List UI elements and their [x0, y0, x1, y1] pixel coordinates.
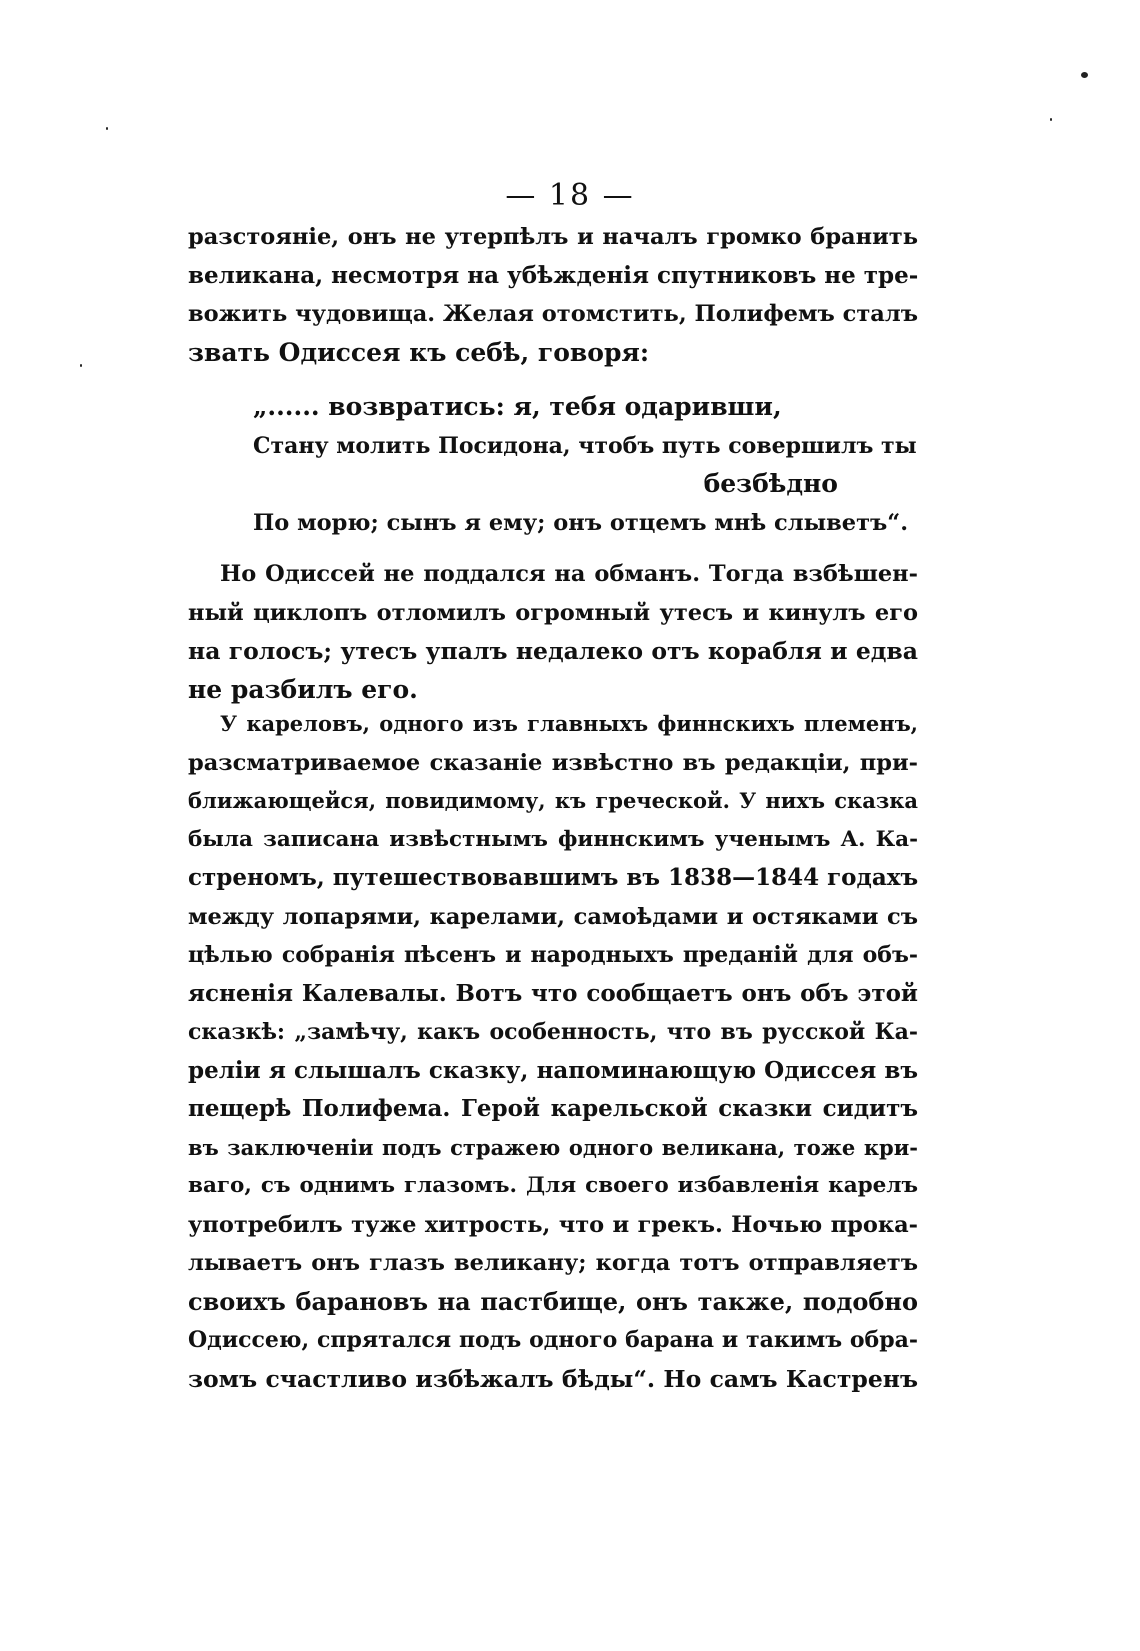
paragraph-line: великана, несмотря на убѣжденія спутниковъ не тре-: [188, 261, 919, 289]
scan-speck: [1081, 72, 1088, 78]
paragraph-line: употребилъ туже хитрость, что и грекъ. Ночью прока-: [188, 1211, 918, 1238]
paragraph-line: разстояніе, онъ не утерпѣлъ и началъ громко бранить: [188, 224, 918, 250]
paragraph-line: Но Одиссей не поддался на обманъ. Тогда взбѣшен-: [220, 561, 918, 587]
paragraph-line: ясненія Калевалы. Вотъ что сообщаетъ онъ объ этой: [188, 979, 918, 1007]
paragraph-1: [188, 218, 918, 372]
scan-speck: [80, 364, 82, 367]
paragraph-line: своихъ барановъ на пастбище, онъ также, подобно: [188, 1286, 918, 1316]
verse-line: безбѣдно: [703, 469, 838, 498]
paragraph-line: въ заключеніи подъ стражею одного великана, тоже кри-: [188, 1134, 918, 1160]
paragraph-line: реліи я слышалъ сказку, напоминающую Одиссея въ: [188, 1056, 918, 1084]
paragraph-3: [188, 705, 918, 1398]
verse-line: По морю; сынъ я ему; онъ отцемъ мнѣ слыветъ“.: [253, 509, 909, 536]
paragraph-line: сказкѣ: „замѣчу, какъ особенность, что въ русской Ка-: [188, 1019, 918, 1045]
paragraph-line: ный циклопъ отломилъ огромный утесъ и кинулъ его: [188, 599, 918, 626]
paragraph-line: ближающейся, повидимому, къ греческой. У нихъ сказка: [188, 788, 918, 813]
page-number: — 18 —: [505, 178, 635, 213]
scan-speck: [1050, 118, 1052, 121]
paragraph-line: зомъ счастливо избѣжалъ бѣды“. Но самъ Кастренъ: [188, 1364, 918, 1393]
paragraph-line: на голосъ; утесъ упалъ недалеко отъ корабля и едва: [188, 637, 918, 665]
paragraph-line: лываетъ онъ глазъ великану; когда тотъ отправляетъ: [188, 1250, 918, 1276]
paragraph-line: У кареловъ, одного изъ главныхъ финнскихъ племенъ,: [220, 711, 918, 736]
paragraph-line: звать Одиссея къ себѣ, говоря:: [188, 337, 650, 367]
paragraph-2: [188, 555, 918, 709]
paragraph-line: стреномъ, путешествовавшимъ въ 1838—1844 годахъ: [188, 864, 919, 891]
verse-line: Стану молить Посидона, чтобъ путь совершилъ ты: [253, 432, 917, 459]
verse-line: „...... возвратись: я, тебя одаривши,: [253, 392, 782, 421]
paragraph-line: между лопарями, карелами, самоѣдами и остяками съ: [188, 903, 918, 930]
scan-speck: [106, 127, 108, 130]
paragraph-line: вожить чудовища. Желая отомстить, Полифемъ сталъ: [188, 301, 918, 327]
paragraph-line: цѣлью собранія пѣсенъ и народныхъ преданій для объ-: [188, 942, 918, 968]
verse-quotation: [253, 388, 918, 542]
paragraph-line: ваго, съ однимъ глазомъ. Для своего избавленія карелъ: [188, 1173, 918, 1198]
paragraph-line: пещерѣ Полифема. Герой карельской сказки сидитъ: [188, 1095, 918, 1122]
paragraph-line: разсматриваемое сказаніе извѣстно въ редакціи, при-: [188, 749, 918, 776]
paragraph-line: не разбилъ его.: [188, 674, 418, 704]
paragraph-line: была записана извѣстнымъ финнскимъ ученымъ А. Ка-: [188, 826, 918, 852]
paragraph-line: Одиссею, спрятался подъ одного барана и такимъ обра-: [188, 1327, 918, 1353]
